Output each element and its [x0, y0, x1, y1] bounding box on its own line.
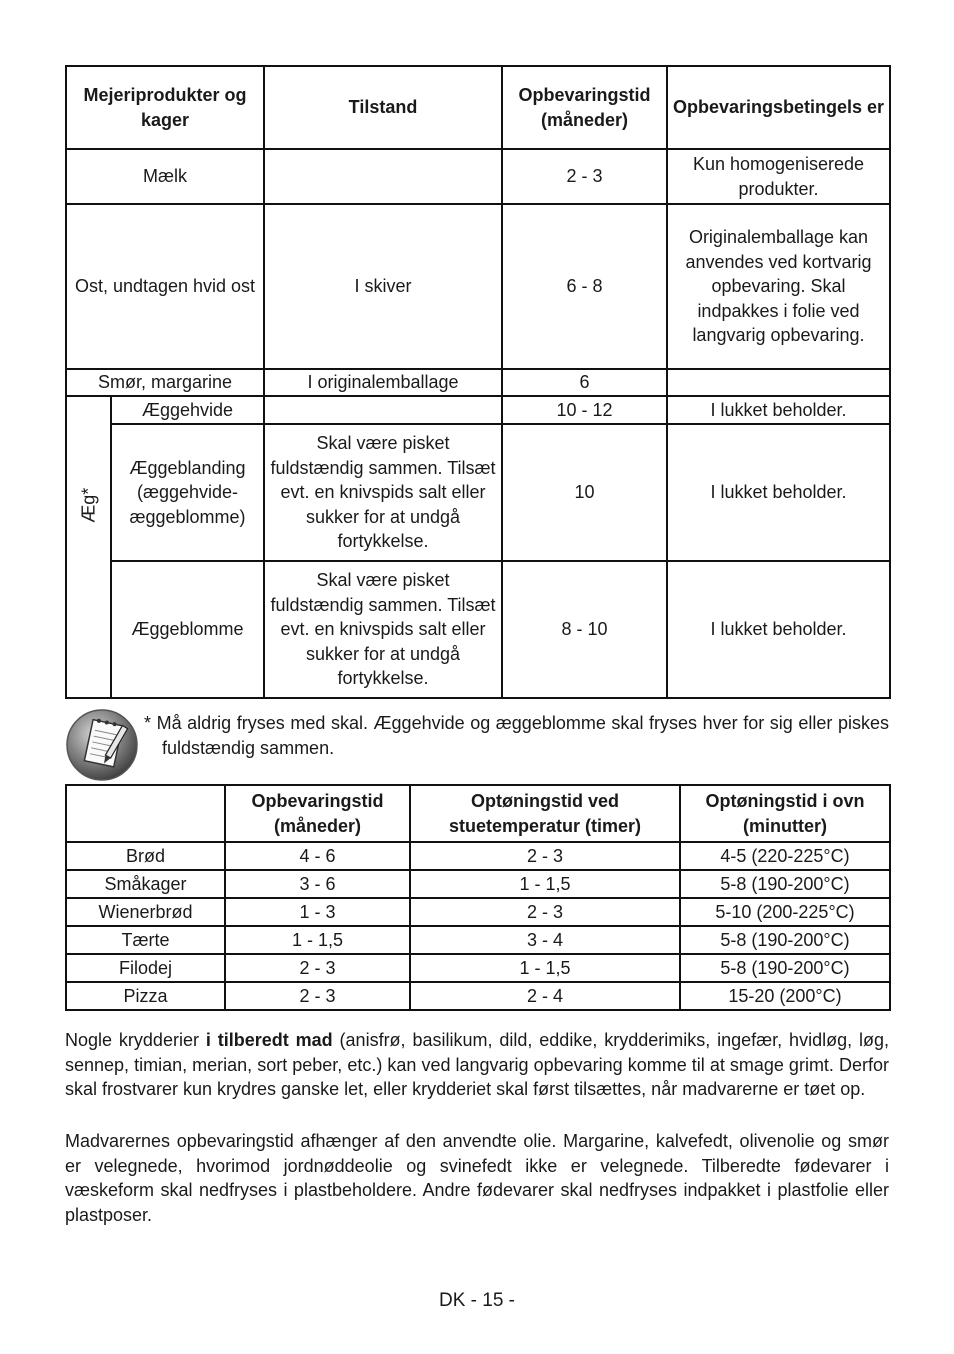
row-storage: 2 - 3 — [225, 954, 410, 982]
row-state: I skiver — [264, 204, 502, 369]
table-row — [66, 842, 890, 870]
row-conditions: I lukket beholder. — [667, 396, 890, 424]
header-item — [66, 785, 225, 842]
table-header-row — [66, 66, 890, 149]
row-state: Skal være pisket fuldstændig sammen. Tilsæt evt. en knivspids salt eller sukker for at undgå fortykkelse. — [264, 424, 502, 561]
row-oven-thaw: 5-10 (200-225°C) — [680, 898, 890, 926]
row-conditions: I lukket beholder. — [667, 561, 890, 698]
table-row — [66, 982, 890, 1010]
spices-paragraph — [65, 1028, 889, 1102]
row-state — [264, 149, 502, 204]
header-time: Opbevaringstid (måneder) — [502, 66, 667, 149]
row-time: 6 - 8 — [502, 204, 667, 369]
row-oven-thaw: 5-8 (190-200°C) — [680, 954, 890, 982]
spices-text-bold: i tilberedt mad — [205, 1030, 333, 1050]
row-product: Æggeblanding (æggehvide-æggeblomme) — [111, 424, 264, 561]
row-product: Ost, undtagen hvid ost — [66, 204, 264, 369]
row-time: 10 — [502, 424, 667, 561]
table-row — [66, 870, 890, 898]
egg-group-cell — [66, 396, 111, 698]
row-item: Småkager — [66, 870, 225, 898]
row-storage: 1 - 3 — [225, 898, 410, 926]
row-room-thaw: 2 - 3 — [410, 842, 680, 870]
row-product: Mælk — [66, 149, 264, 204]
table-row — [66, 396, 890, 424]
row-oven-thaw: 5-8 (190-200°C) — [680, 870, 890, 898]
egg-group-label: Æg* — [78, 487, 99, 523]
row-oven-thaw: 15-20 (200°C) — [680, 982, 890, 1010]
row-item: Brød — [66, 842, 225, 870]
header-oven-thaw: Optøningstid i ovn (minutter) — [680, 785, 890, 842]
table-header-row — [66, 785, 890, 842]
row-time: 10 - 12 — [502, 396, 667, 424]
table-row — [66, 954, 890, 982]
note-box — [64, 708, 890, 782]
spices-text-start: Nogle krydderier — [65, 1030, 206, 1050]
table-row — [66, 898, 890, 926]
row-state: I originalemballage — [264, 369, 502, 396]
row-product: Æggeblomme — [111, 561, 264, 698]
table-row — [66, 204, 890, 369]
table-row — [66, 369, 890, 396]
row-state: Skal være pisket fuldstændig sammen. Tilsæt evt. en knivspids salt eller sukker for at undgå fortykkelse. — [264, 561, 502, 698]
row-oven-thaw: 5-8 (190-200°C) — [680, 926, 890, 954]
row-room-thaw: 1 - 1,5 — [410, 870, 680, 898]
row-room-thaw: 2 - 4 — [410, 982, 680, 1010]
page-number: DK - 15 - — [438, 1290, 516, 1311]
row-storage: 3 - 6 — [225, 870, 410, 898]
header-room-thaw: Optøningstid ved stuetemperatur (timer) — [410, 785, 680, 842]
row-product: Æggehvide — [111, 396, 264, 424]
row-room-thaw: 2 - 3 — [410, 898, 680, 926]
row-conditions: Originalemballage kan anvendes ved kortvarig opbevaring. Skal indpakkes i folie ved langvarig opbevaring. — [667, 204, 890, 369]
row-time: 8 - 10 — [502, 561, 667, 698]
header-state: Tilstand — [264, 66, 502, 149]
row-item: Filodej — [66, 954, 225, 982]
header-product: Mejeriprodukter og kager — [66, 66, 264, 149]
row-conditions: I lukket beholder. — [667, 424, 890, 561]
row-time: 6 — [502, 369, 667, 396]
header-conditions: Opbevaringsbetingels er — [667, 66, 890, 149]
row-room-thaw: 1 - 1,5 — [410, 954, 680, 982]
dairy-storage-table — [65, 65, 891, 699]
spices-text-end: (anisfrø, basilikum, dild, eddike, krydderimiks, ingefær, hvidløg, løg, sennep, timian, merian, sort peber, etc.) kan ved langvarig opbevaring komme til at smage grimt. Derfor skal frostvarer kun krydres ganske let, eller krydderiet skal først tilsættes, når madvarerne er tøet op. — [65, 1030, 889, 1099]
row-time: 2 - 3 — [502, 149, 667, 204]
header-storage: Opbevaringstid (måneder) — [225, 785, 410, 842]
note-text: * Må aldrig fryses med skal. Æggehvide og æggeblomme skal fryses hver for sig eller piskes fuldstændig sammen. — [144, 713, 889, 758]
row-item: Pizza — [66, 982, 225, 1010]
row-storage: 2 - 3 — [225, 982, 410, 1010]
notepad-pencil-icon — [64, 708, 140, 782]
row-conditions: Kun homogeniserede produkter. — [667, 149, 890, 204]
row-storage: 4 - 6 — [225, 842, 410, 870]
row-oven-thaw: 4-5 (220-225°C) — [680, 842, 890, 870]
row-item: Tærte — [66, 926, 225, 954]
oil-paragraph: Madvarernes opbevaringstid afhænger af den anvendte olie. Margarine, kalvefedt, olivenolie og smør er velegnede, hvorimod jordnøddeolie og svinefedt ikke er velegnede. Tilberedte fødevarer i væskeform skal nedfryses i plastbeholdere. Andre fødevarer skal nedfryses indpakket i plastfolie eller plastposer. — [65, 1131, 889, 1225]
table-row — [66, 424, 890, 561]
row-item: Wienerbrød — [66, 898, 225, 926]
row-state — [264, 396, 502, 424]
row-product: Smør, margarine — [66, 369, 264, 396]
table-row — [66, 149, 890, 204]
row-conditions — [667, 369, 890, 396]
table-row — [66, 561, 890, 698]
baked-goods-table — [65, 784, 891, 1011]
row-room-thaw: 3 - 4 — [410, 926, 680, 954]
table-row — [66, 926, 890, 954]
row-storage: 1 - 1,5 — [225, 926, 410, 954]
